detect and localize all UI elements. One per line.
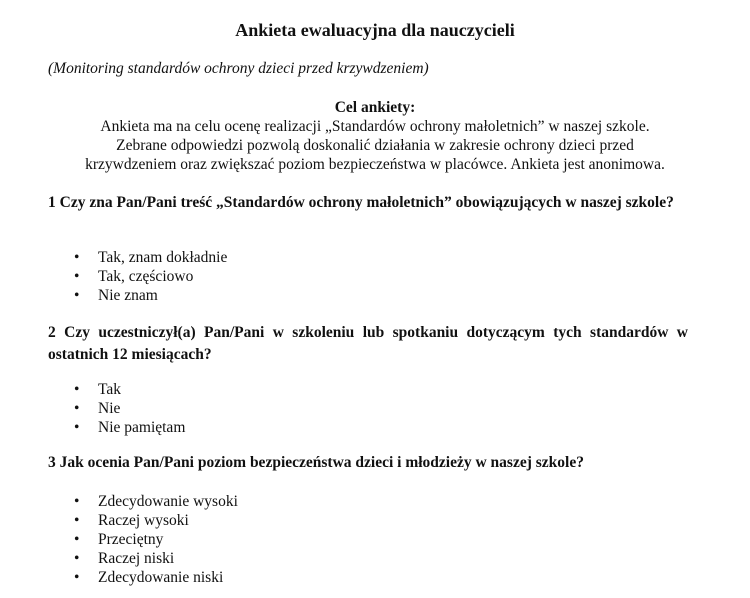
answer-option: [72, 286, 227, 305]
question-2-answers: [72, 380, 185, 437]
answer-option: [72, 530, 238, 549]
goal-text-line: Zebrane odpowiedzi pozwolą doskonalić działania w zakresie ochrony dzieci przed: [116, 137, 634, 154]
answer-option: [72, 380, 185, 399]
answer-label: Raczej wysoki: [98, 512, 189, 529]
bullet-icon: •: [74, 512, 80, 529]
question-3: 3 Jak ocenia Pan/Pani poziom bezpieczeństwa dzieci i młodzieży w naszej szkole?: [48, 454, 584, 471]
answer-label: Nie: [98, 400, 121, 417]
answer-option: [72, 492, 238, 511]
bullet-icon: •: [74, 249, 80, 266]
question-3-answers: [72, 492, 238, 587]
bullet-icon: •: [74, 531, 80, 548]
goal-text-line: krzywdzeniem oraz zwiększać poziom bezpieczeństwa w placówce. Ankieta jest anonimowa.: [85, 156, 665, 173]
answer-label: Nie pamiętam: [98, 419, 186, 436]
question-2: 2 Czy uczestniczył(a) Pan/Pani w szkoleniu lub spotkaniu dotyczącym tych standardów w ostatnich 12 miesiącach?: [48, 324, 688, 363]
answer-label: Tak: [98, 381, 122, 398]
bullet-icon: •: [74, 493, 80, 510]
answer-option: [72, 549, 238, 568]
survey-goal-section: [0, 98, 750, 174]
answer-label: Tak, częściowo: [98, 268, 194, 285]
bullet-icon: •: [74, 268, 80, 285]
bullet-icon: •: [74, 569, 80, 586]
bullet-icon: •: [74, 419, 80, 436]
bullet-icon: •: [74, 550, 80, 567]
answer-option: [72, 568, 238, 587]
bullet-icon: •: [74, 381, 80, 398]
question-1-answers: [72, 248, 227, 305]
goal-text-line: Ankieta ma na celu ocenę realizacji „Standardów ochrony małoletnich” w naszej szkole.: [100, 118, 650, 135]
survey-title: Ankieta ewaluacyjna dla nauczycieli: [235, 20, 515, 40]
answer-option: [72, 267, 227, 286]
answer-option: [72, 418, 185, 437]
answer-label: Zdecydowanie wysoki: [98, 493, 238, 510]
bullet-icon: •: [74, 400, 80, 417]
survey-subtitle: (Monitoring standardów ochrony dzieci przed krzywdzeniem): [48, 60, 429, 77]
answer-label: Przeciętny: [98, 531, 164, 548]
answer-option: [72, 248, 227, 267]
answer-label: Nie znam: [98, 287, 158, 304]
answer-option: [72, 399, 185, 418]
answer-label: Tak, znam dokładnie: [98, 249, 228, 266]
goal-heading: Cel ankiety:: [334, 99, 416, 116]
bullet-icon: •: [74, 287, 80, 304]
answer-label: Zdecydowanie niski: [98, 569, 224, 586]
question-1: 1 Czy zna Pan/Pani treść „Standardów ochrony małoletnich” obowiązujących w naszej szkole?: [48, 194, 674, 211]
answer-label: Raczej niski: [98, 550, 175, 567]
answer-option: [72, 511, 238, 530]
